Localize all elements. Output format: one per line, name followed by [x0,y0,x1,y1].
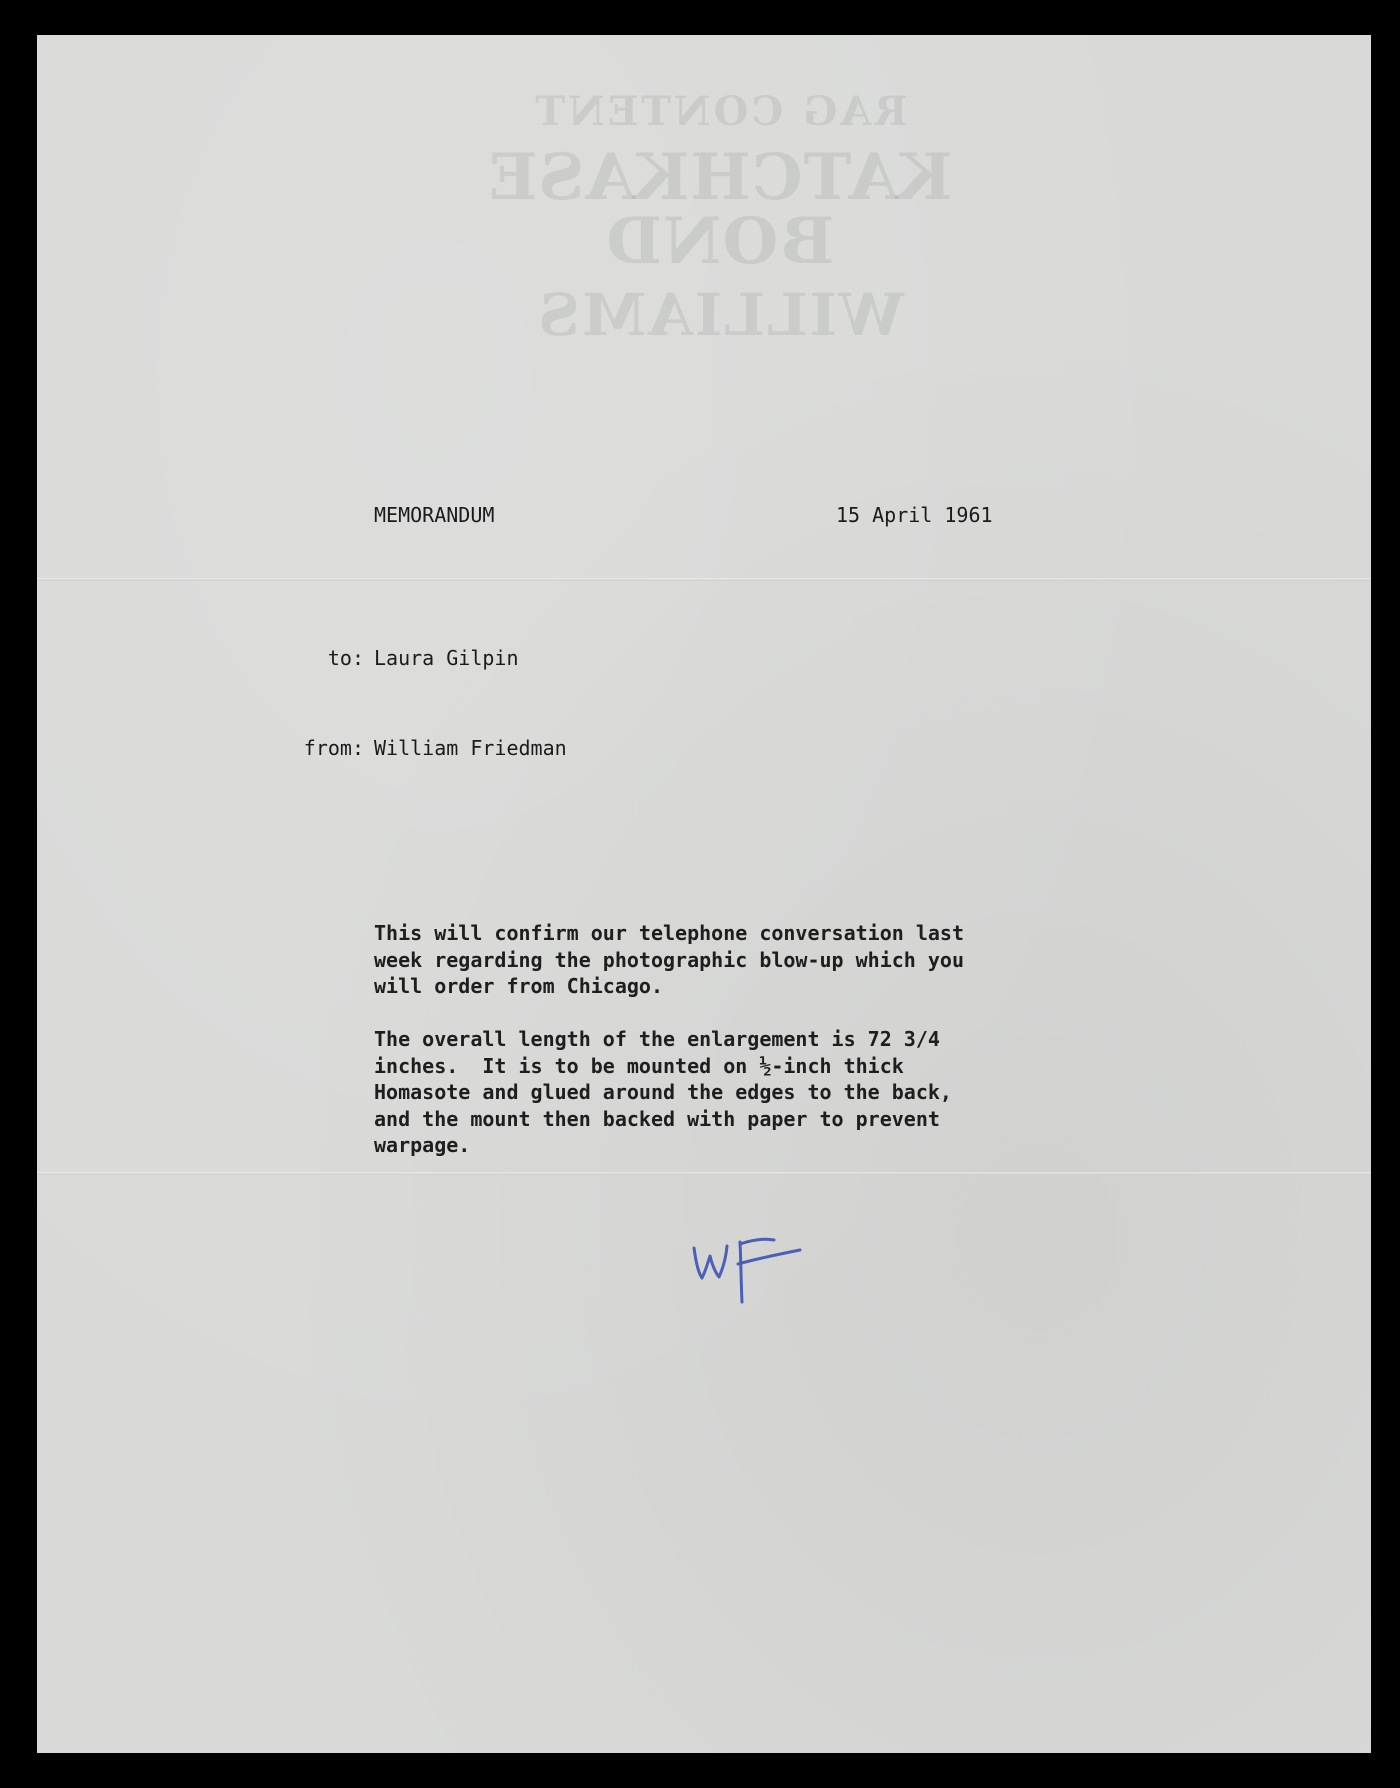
to-label: to: [327,646,364,670]
paragraph-line: This will confirm our telephone conversation last [374,921,965,945]
recipient-name: Laura Gilpin [374,646,519,670]
watermark-line-3: WILLIAMS [535,281,905,349]
paper-watermark [390,88,1050,349]
memo-date: 15 April 1961 [836,503,993,527]
sender-name: William Friedman [374,736,567,760]
watermark-line-2: KATCHKASE BOND [487,140,953,279]
watermark-line-1: RAG CONTENT [532,88,908,135]
handwritten-initials-signature [690,1228,810,1308]
paragraph-line: inches. It is to be mounted on ½-inch thick [374,1053,904,1078]
paragraph-line: The overall length of the enlargement is 72 3/4 [374,1027,940,1051]
paragraph-line: Homasote and glued around the edges to the back, [374,1080,952,1104]
from-label: from: [303,736,364,760]
body-paragraph-1 [374,920,1034,1000]
fold-crease-upper [37,578,1371,581]
paragraph-line: will order from Chicago. [374,974,663,998]
body-paragraph-2 [374,1026,1034,1159]
paragraph-line: warpage. [374,1133,471,1157]
paragraph-line: and the mount then backed with paper to prevent [374,1106,940,1131]
memo-heading: MEMORANDUM [374,503,495,527]
paragraph-line: week regarding the photographic blow-up which you [374,947,965,972]
fold-crease-lower [37,1172,1371,1175]
